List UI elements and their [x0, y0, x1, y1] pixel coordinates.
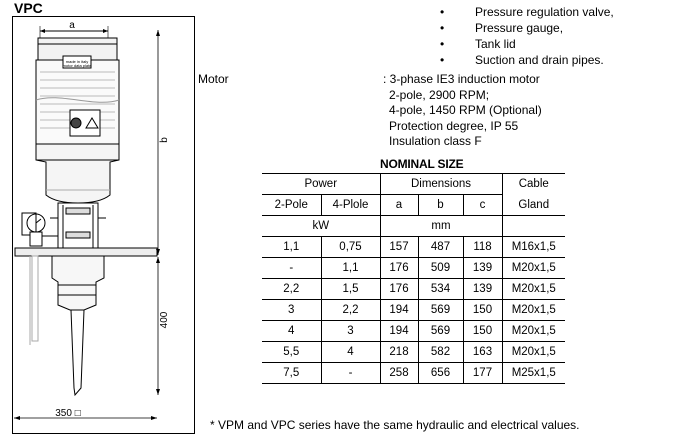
table-cell: M20x1,5: [502, 279, 565, 300]
motor-spec-line: Insulation class F: [389, 134, 482, 149]
table-cell: 194: [380, 321, 418, 342]
plate-line-2: motor data plate: [62, 63, 92, 68]
table-cell: 569: [418, 321, 463, 342]
table-cell: 4: [262, 321, 321, 342]
table-cell: 1,1: [262, 237, 321, 258]
table-cell: 157: [380, 237, 418, 258]
table-cell: M20x1,5: [502, 342, 565, 363]
table-cell: 118: [463, 237, 502, 258]
header-c: c: [463, 195, 502, 216]
table-row: [262, 300, 565, 321]
table-row: [262, 258, 565, 279]
header-2-pole: 2-Pole: [262, 195, 321, 216]
unit-mm: mm: [380, 216, 502, 237]
dim-400-label: 400: [159, 311, 170, 329]
table-cell: 139: [463, 279, 502, 300]
header-gland: Gland: [502, 195, 565, 216]
table-cell: 3: [321, 321, 380, 342]
table-cell: M20x1,5: [502, 300, 565, 321]
table-cell: 2,2: [321, 300, 380, 321]
header-dimensions: Dimensions: [380, 174, 502, 195]
header-a: a: [380, 195, 418, 216]
header-4-pole: 4-Plole: [321, 195, 380, 216]
table-cell: 218: [380, 342, 418, 363]
nominal-size-title: NOMINAL SIZE: [380, 157, 464, 171]
plate-line-1: made in italy: [65, 59, 89, 64]
table-body: [262, 237, 565, 384]
table-unit-row: [262, 216, 565, 237]
table-cell: 0,75: [321, 237, 380, 258]
header-b: b: [418, 195, 463, 216]
table-cell: 2,2: [262, 279, 321, 300]
table-header-row: [262, 195, 565, 216]
table-cell: 656: [418, 363, 463, 384]
table-cell: 569: [418, 300, 463, 321]
list-item: • Suction and drain pipes.: [440, 52, 614, 68]
table-row: [262, 237, 565, 258]
table-cell: M20x1,5: [502, 258, 565, 279]
motor-spec-line: : 3-phase IE3 induction motor: [383, 72, 540, 86]
table-cell: 1,1: [321, 258, 380, 279]
table-cell: 163: [463, 342, 502, 363]
table-cell: -: [262, 258, 321, 279]
header-power: Power: [262, 174, 380, 195]
table-cell: 7,5: [262, 363, 321, 384]
table-cell: 258: [380, 363, 418, 384]
table-cell: 176: [380, 279, 418, 300]
table-cell: 487: [418, 237, 463, 258]
table-cell: M20x1,5: [502, 321, 565, 342]
table-cell: M16x1,5: [502, 237, 565, 258]
header-cable: Cable: [502, 174, 565, 195]
list-item: • Pressure regulation valve,: [440, 4, 614, 20]
accessory-list: [440, 4, 614, 68]
motor-spec: [383, 72, 542, 150]
unit-empty: [502, 216, 565, 237]
page-title: VPC: [14, 0, 43, 16]
motor-label: Motor: [198, 72, 229, 86]
table-cell: 1,5: [321, 279, 380, 300]
table-row: [262, 363, 565, 384]
table-cell: 5,5: [262, 342, 321, 363]
table-cell: -: [321, 363, 380, 384]
nominal-size-table: [262, 173, 565, 384]
table-cell: 194: [380, 300, 418, 321]
motor-spec-line: 4-pole, 1450 RPM (Optional): [389, 103, 542, 118]
motor-spec-line: Protection degree, IP 55: [389, 118, 519, 133]
table-cell: M25x1,5: [502, 363, 565, 384]
dim-350-label: 350 □: [55, 408, 81, 419]
dim-b-label: b: [159, 137, 170, 143]
table-cell: 4: [321, 342, 380, 363]
list-item: • Tank lid: [440, 36, 614, 52]
motor-spec-line: 2-pole, 2900 RPM;: [389, 87, 490, 102]
table-cell: 177: [463, 363, 502, 384]
footnote: * VPM and VPC series have the same hydraulic and electrical values.: [210, 418, 580, 432]
table-cell: 150: [463, 321, 502, 342]
list-item: • Pressure gauge,: [440, 20, 614, 36]
table-cell: 582: [418, 342, 463, 363]
table-cell: 3: [262, 300, 321, 321]
table-cell: 509: [418, 258, 463, 279]
table-row: [262, 321, 565, 342]
table-cell: 139: [463, 258, 502, 279]
table-cell: 534: [418, 279, 463, 300]
pump-drawing: [0, 0, 200, 439]
unit-kw: kW: [262, 216, 380, 237]
table-cell: 176: [380, 258, 418, 279]
dim-a-label: a: [69, 20, 75, 31]
table-header-row: [262, 174, 565, 195]
table-row: [262, 279, 565, 300]
table-cell: 150: [463, 300, 502, 321]
table-row: [262, 342, 565, 363]
